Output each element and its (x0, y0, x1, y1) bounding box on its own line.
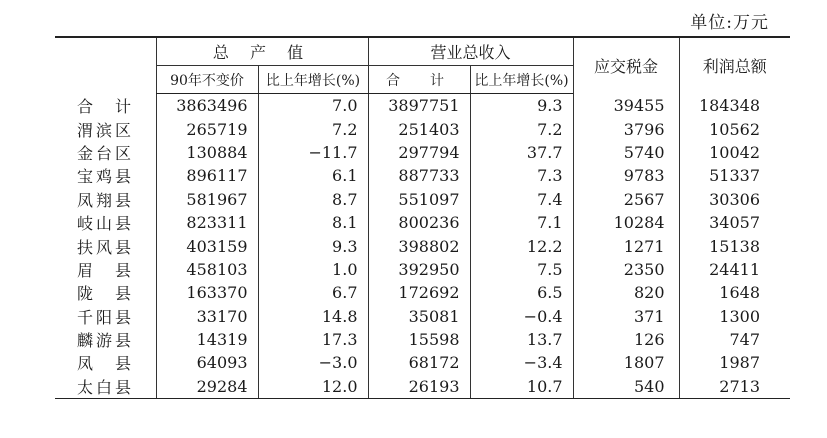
revenue-growth-cell: −3.4 (470, 351, 573, 374)
revenue-growth-cell: 37.7 (470, 141, 573, 164)
profit-cell: 34057 (679, 211, 790, 234)
tax-cell: 126 (573, 328, 679, 351)
header-gross-output: 总 产 值 (156, 37, 368, 66)
revenue-cell: 15598 (368, 328, 470, 351)
table-row (55, 351, 790, 374)
tax-cell: 1271 (573, 234, 679, 257)
revenue-growth-cell: 7.1 (470, 211, 573, 234)
table-body (55, 94, 790, 399)
region-name-cell: 扶风县 (77, 237, 135, 257)
unit-label: 单位:万元 (690, 13, 769, 33)
output-cell: 130884 (156, 141, 258, 164)
table-row (55, 258, 790, 281)
output-growth-cell: 12.0 (258, 375, 368, 399)
profit-cell: 1300 (679, 305, 790, 328)
header-profit: 利润总额 (679, 37, 790, 94)
output-cell: 403159 (156, 234, 258, 257)
output-cell: 33170 (156, 305, 258, 328)
output-growth-cell: 8.7 (258, 188, 368, 211)
revenue-cell: 251403 (368, 117, 470, 140)
revenue-growth-cell: 10.7 (470, 375, 573, 399)
output-cell: 265719 (156, 117, 258, 140)
profit-cell: 51337 (679, 164, 790, 187)
table-row (55, 281, 790, 304)
tax-cell: 2567 (573, 188, 679, 211)
region-name-cell: 陇 县 (77, 284, 135, 304)
region-name-cell: 金台区 (77, 143, 135, 163)
table-row (55, 234, 790, 257)
table-row (55, 328, 790, 351)
region-name-cell: 千阳县 (77, 307, 135, 327)
header-row-1 (55, 37, 790, 66)
tax-cell: 540 (573, 375, 679, 399)
tax-cell: 2350 (573, 258, 679, 281)
output-growth-cell: 6.1 (258, 164, 368, 187)
revenue-cell: 26193 (368, 375, 470, 399)
revenue-growth-cell: 7.3 (470, 164, 573, 187)
output-cell: 458103 (156, 258, 258, 281)
revenue-cell: 800236 (368, 211, 470, 234)
output-growth-cell: −3.0 (258, 351, 368, 374)
revenue-cell: 392950 (368, 258, 470, 281)
profit-cell: 10042 (679, 141, 790, 164)
revenue-growth-cell: 13.7 (470, 328, 573, 351)
output-growth-cell: 6.7 (258, 281, 368, 304)
tax-cell: 371 (573, 305, 679, 328)
revenue-growth-cell: 9.3 (470, 94, 573, 118)
revenue-cell: 3897751 (368, 94, 470, 118)
tax-cell: 39455 (573, 94, 679, 118)
profit-cell: 184348 (679, 94, 790, 118)
statistics-table (55, 36, 790, 399)
table-row (55, 305, 790, 328)
table-row (55, 141, 790, 164)
tax-cell: 3796 (573, 117, 679, 140)
output-growth-cell: −11.7 (258, 141, 368, 164)
header-region (55, 37, 156, 94)
header-output-growth: 比上年增长(%) (258, 66, 368, 94)
region-name-cell: 太白县 (55, 375, 156, 399)
region-name-cell: 合 计 (77, 96, 135, 116)
revenue-growth-cell: 7.2 (470, 117, 573, 140)
revenue-growth-cell: −0.4 (470, 305, 573, 328)
header-revenue: 营业总收入 (368, 37, 573, 66)
region-name-cell: 岐山县 (77, 214, 135, 234)
output-growth-cell: 7.0 (258, 94, 368, 118)
tax-cell: 10284 (573, 211, 679, 234)
region-name-cell: 麟游县 (77, 331, 135, 351)
region-name-cell: 宝鸡县 (77, 167, 135, 187)
table-row (55, 117, 790, 140)
revenue-cell: 551097 (368, 188, 470, 211)
header-revenue-total: 合 计 (368, 66, 470, 94)
table-row (55, 164, 790, 187)
output-cell: 896117 (156, 164, 258, 187)
profit-cell: 24411 (679, 258, 790, 281)
table-row (55, 94, 790, 118)
table-row (55, 188, 790, 211)
profit-cell: 1648 (679, 281, 790, 304)
output-cell: 163370 (156, 281, 258, 304)
output-cell: 29284 (156, 375, 258, 399)
header-revenue-growth: 比上年增长(%) (470, 66, 573, 94)
revenue-cell: 887733 (368, 164, 470, 187)
output-cell: 14319 (156, 328, 258, 351)
output-cell: 581967 (156, 188, 258, 211)
revenue-cell: 297794 (368, 141, 470, 164)
tax-cell: 820 (573, 281, 679, 304)
revenue-cell: 35081 (368, 305, 470, 328)
output-cell: 64093 (156, 351, 258, 374)
profit-cell: 1987 (679, 351, 790, 374)
table-row (55, 211, 790, 234)
profit-cell: 747 (679, 328, 790, 351)
revenue-cell: 172692 (368, 281, 470, 304)
revenue-cell: 398802 (368, 234, 470, 257)
profit-cell: 30306 (679, 188, 790, 211)
revenue-growth-cell: 7.4 (470, 188, 573, 211)
profit-cell: 15138 (679, 234, 790, 257)
region-name-cell: 渭滨区 (77, 120, 135, 140)
output-growth-cell: 14.8 (258, 305, 368, 328)
revenue-cell: 68172 (368, 351, 470, 374)
revenue-growth-cell: 7.5 (470, 258, 573, 281)
output-growth-cell: 1.0 (258, 258, 368, 281)
revenue-growth-cell: 6.5 (470, 281, 573, 304)
region-name-cell: 凤翔县 (77, 190, 135, 210)
header-tax: 应交税金 (573, 37, 679, 94)
output-cell: 823311 (156, 211, 258, 234)
tax-cell: 1807 (573, 351, 679, 374)
revenue-growth-cell: 12.2 (470, 234, 573, 257)
region-name-cell: 眉 县 (77, 260, 135, 280)
profit-cell: 10562 (679, 117, 790, 140)
profit-cell: 2713 (679, 375, 790, 399)
output-growth-cell: 17.3 (258, 328, 368, 351)
tax-cell: 9783 (573, 164, 679, 187)
output-growth-cell: 8.1 (258, 211, 368, 234)
table-row (55, 375, 790, 399)
output-growth-cell: 9.3 (258, 234, 368, 257)
output-cell: 3863496 (156, 94, 258, 118)
tax-cell: 5740 (573, 141, 679, 164)
output-growth-cell: 7.2 (258, 117, 368, 140)
header-constant-price: 90年不变价 (156, 66, 258, 94)
region-name-cell: 凤 县 (77, 354, 135, 374)
